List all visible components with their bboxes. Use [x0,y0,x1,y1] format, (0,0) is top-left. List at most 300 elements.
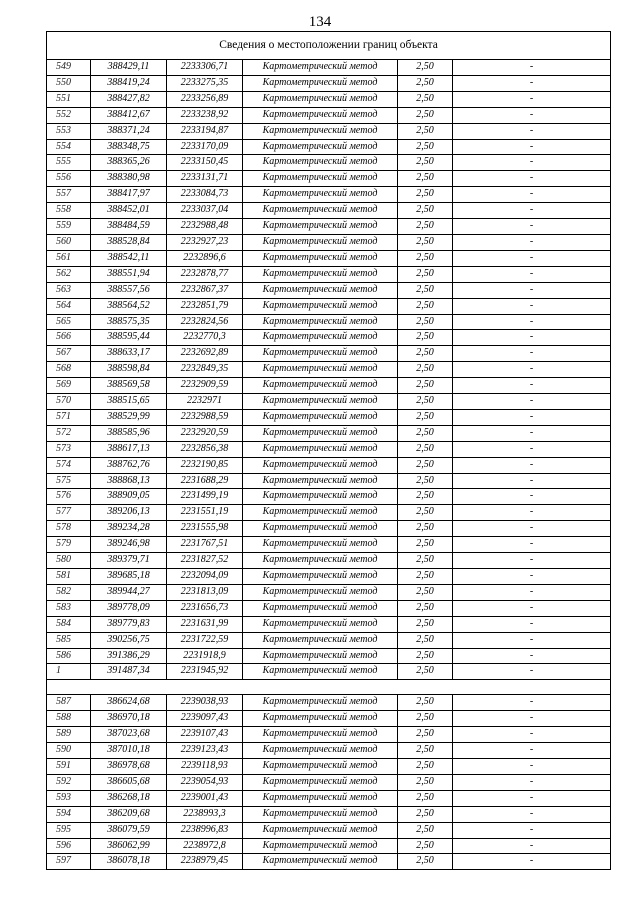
description-cell: - [453,505,611,521]
coord-x-cell: 386062,99 [91,838,167,854]
coord-x-cell: 386078,18 [91,854,167,870]
coord-x-cell: 388557,56 [91,282,167,298]
method-cell: Картометрический метод [243,854,398,870]
coord-x-cell: 388528,84 [91,234,167,250]
coord-x-cell: 388909,05 [91,489,167,505]
method-cell: Картометрический метод [243,457,398,473]
point-number-cell: 596 [47,838,91,854]
coord-y-cell: 2232692,89 [167,346,243,362]
method-cell: Картометрический метод [243,822,398,838]
table-row [47,854,611,870]
description-cell: - [453,711,611,727]
method-cell: Картометрический метод [243,409,398,425]
method-cell: Картометрический метод [243,616,398,632]
accuracy-cell: 2,50 [398,394,453,410]
coord-x-cell: 388564,52 [91,298,167,314]
point-number-cell: 583 [47,600,91,616]
point-number-cell: 586 [47,648,91,664]
table-title: Сведения о местоположении границ объекта [47,32,611,60]
coord-y-cell: 2233150,45 [167,155,243,171]
coord-y-cell: 2231688,29 [167,473,243,489]
accuracy-cell: 2,50 [398,489,453,505]
method-cell: Картометрический метод [243,553,398,569]
point-number-cell: 578 [47,521,91,537]
point-number-cell: 587 [47,695,91,711]
description-cell: - [453,457,611,473]
point-number-cell: 590 [47,743,91,759]
method-cell: Картометрический метод [243,569,398,585]
method-cell: Картометрический метод [243,664,398,680]
method-cell: Картометрический метод [243,362,398,378]
coord-y-cell: 2233238,92 [167,107,243,123]
accuracy-cell: 2,50 [398,806,453,822]
coord-y-cell: 2239054,93 [167,774,243,790]
method-cell: Картометрический метод [243,171,398,187]
coord-x-cell: 388365,26 [91,155,167,171]
description-cell: - [453,60,611,76]
coord-y-cell: 2233275,35 [167,75,243,91]
description-cell: - [453,648,611,664]
coord-x-cell: 386079,59 [91,822,167,838]
point-number-cell: 580 [47,553,91,569]
description-cell: - [453,743,611,759]
point-number-cell: 584 [47,616,91,632]
method-cell: Картометрический метод [243,298,398,314]
coord-x-cell: 388417,97 [91,187,167,203]
coord-y-cell: 2232988,59 [167,409,243,425]
method-cell: Картометрический метод [243,139,398,155]
point-number-cell: 589 [47,727,91,743]
coord-y-cell: 2233037,04 [167,203,243,219]
point-number-cell: 573 [47,441,91,457]
accuracy-cell: 2,50 [398,266,453,282]
method-cell: Картометрический метод [243,330,398,346]
point-number-cell: 564 [47,298,91,314]
table-row [47,203,611,219]
method-cell: Картометрический метод [243,250,398,266]
method-cell: Картометрический метод [243,60,398,76]
accuracy-cell: 2,50 [398,203,453,219]
description-cell: - [453,187,611,203]
description-cell: - [453,473,611,489]
table-row [47,155,611,171]
coord-y-cell: 2231555,98 [167,521,243,537]
coord-y-cell: 2239123,43 [167,743,243,759]
coord-y-cell: 2233306,71 [167,60,243,76]
table-row [47,616,611,632]
method-cell: Картометрический метод [243,584,398,600]
coord-y-cell: 2231656,73 [167,600,243,616]
accuracy-cell: 2,50 [398,91,453,107]
coord-x-cell: 386209,68 [91,806,167,822]
accuracy-cell: 2,50 [398,584,453,600]
point-number-cell: 575 [47,473,91,489]
table-row [47,441,611,457]
description-cell: - [453,171,611,187]
method-cell: Картометрический метод [243,441,398,457]
accuracy-cell: 2,50 [398,187,453,203]
point-number-cell: 571 [47,409,91,425]
table-row [47,600,611,616]
coord-y-cell: 2239001,43 [167,790,243,806]
point-number-cell: 568 [47,362,91,378]
coord-x-cell: 388484,59 [91,219,167,235]
method-cell: Картометрический метод [243,75,398,91]
coord-y-cell: 2232856,38 [167,441,243,457]
description-cell: - [453,569,611,585]
table-row [47,711,611,727]
coord-y-cell: 2231499,19 [167,489,243,505]
coord-y-cell: 2231767,51 [167,537,243,553]
coord-x-cell: 387023,68 [91,727,167,743]
accuracy-cell: 2,50 [398,711,453,727]
coord-y-cell: 2232849,35 [167,362,243,378]
coord-x-cell: 390256,75 [91,632,167,648]
boundary-coordinates-table [46,31,610,870]
coord-x-cell: 388575,35 [91,314,167,330]
accuracy-cell: 2,50 [398,346,453,362]
table-row [47,569,611,585]
description-cell: - [453,553,611,569]
description-cell: - [453,409,611,425]
description-cell: - [453,139,611,155]
description-cell: - [453,790,611,806]
point-number-cell: 597 [47,854,91,870]
description-cell: - [453,774,611,790]
accuracy-cell: 2,50 [398,822,453,838]
description-cell: - [453,330,611,346]
coord-y-cell: 2232896,6 [167,250,243,266]
accuracy-cell: 2,50 [398,234,453,250]
coord-x-cell: 388633,17 [91,346,167,362]
coord-x-cell: 388551,94 [91,266,167,282]
table-row [47,219,611,235]
accuracy-cell: 2,50 [398,425,453,441]
point-number-cell: 561 [47,250,91,266]
method-cell: Картометрический метод [243,695,398,711]
method-cell: Картометрический метод [243,473,398,489]
accuracy-cell: 2,50 [398,600,453,616]
method-cell: Картометрический метод [243,727,398,743]
description-cell: - [453,806,611,822]
method-cell: Картометрический метод [243,346,398,362]
coord-x-cell: 391386,29 [91,648,167,664]
description-cell: - [453,250,611,266]
coord-x-cell: 387010,18 [91,743,167,759]
table-row [47,473,611,489]
table-row [47,838,611,854]
point-number-cell: 552 [47,107,91,123]
method-cell: Картометрический метод [243,282,398,298]
method-cell: Картометрический метод [243,378,398,394]
accuracy-cell: 2,50 [398,107,453,123]
point-number-cell: 550 [47,75,91,91]
coord-y-cell: 2232878,77 [167,266,243,282]
coord-y-cell: 2231918,9 [167,648,243,664]
table-row [47,425,611,441]
accuracy-cell: 2,50 [398,123,453,139]
page-number: 134 [308,14,332,30]
table-row [47,346,611,362]
point-number-cell: 594 [47,806,91,822]
coord-y-cell: 2231631,99 [167,616,243,632]
table-row [47,378,611,394]
coord-y-cell: 2239118,93 [167,758,243,774]
point-number-cell: 577 [47,505,91,521]
description-cell: - [453,266,611,282]
accuracy-cell: 2,50 [398,362,453,378]
description-cell: - [453,727,611,743]
coord-y-cell: 2232909,59 [167,378,243,394]
table-row [47,75,611,91]
point-number-cell: 579 [47,537,91,553]
coord-x-cell: 386268,18 [91,790,167,806]
description-cell: - [453,91,611,107]
point-number-cell: 566 [47,330,91,346]
description-cell: - [453,758,611,774]
coord-y-cell: 2238979,45 [167,854,243,870]
coord-x-cell: 386624,68 [91,695,167,711]
coord-y-cell: 2238996,83 [167,822,243,838]
method-cell: Картометрический метод [243,107,398,123]
coord-x-cell: 389778,09 [91,600,167,616]
description-cell: - [453,234,611,250]
coord-x-cell: 388585,96 [91,425,167,441]
coord-x-cell: 388598,84 [91,362,167,378]
table-row [47,91,611,107]
method-cell: Картометрический метод [243,394,398,410]
table-row [47,457,611,473]
table-row [47,107,611,123]
coord-y-cell: 2231551,19 [167,505,243,521]
table-row [47,758,611,774]
table-row [47,537,611,553]
method-cell: Картометрический метод [243,632,398,648]
point-number-cell: 551 [47,91,91,107]
method-cell: Картометрический метод [243,203,398,219]
accuracy-cell: 2,50 [398,314,453,330]
accuracy-cell: 2,50 [398,521,453,537]
coord-y-cell: 2232927,23 [167,234,243,250]
coord-y-cell: 2232971 [167,394,243,410]
description-cell: - [453,75,611,91]
point-number-cell: 591 [47,758,91,774]
section-separator [47,680,611,695]
accuracy-cell: 2,50 [398,330,453,346]
method-cell: Картометрический метод [243,489,398,505]
coord-x-cell: 388371,24 [91,123,167,139]
description-cell: - [453,346,611,362]
description-cell: - [453,441,611,457]
method-cell: Картометрический метод [243,743,398,759]
method-cell: Картометрический метод [243,187,398,203]
accuracy-cell: 2,50 [398,155,453,171]
point-number-cell: 549 [47,60,91,76]
table-row [47,171,611,187]
table-row [47,409,611,425]
point-number-cell: 565 [47,314,91,330]
coord-y-cell: 2231827,52 [167,553,243,569]
coord-x-cell: 391487,34 [91,664,167,680]
method-cell: Картометрический метод [243,600,398,616]
coord-x-cell: 388595,44 [91,330,167,346]
accuracy-cell: 2,50 [398,250,453,266]
coord-x-cell: 389246,98 [91,537,167,553]
table-row [47,187,611,203]
description-cell: - [453,425,611,441]
coord-x-cell: 389685,18 [91,569,167,585]
point-number-cell: 570 [47,394,91,410]
coord-x-cell: 388569,58 [91,378,167,394]
coord-x-cell: 388429,11 [91,60,167,76]
method-cell: Картометрический метод [243,314,398,330]
coord-y-cell: 2239107,43 [167,727,243,743]
description-cell: - [453,155,611,171]
table-row [47,505,611,521]
method-cell: Картометрический метод [243,648,398,664]
method-cell: Картометрический метод [243,91,398,107]
method-cell: Картометрический метод [243,219,398,235]
point-number-cell: 559 [47,219,91,235]
accuracy-cell: 2,50 [398,758,453,774]
point-number-cell: 574 [47,457,91,473]
accuracy-cell: 2,50 [398,457,453,473]
table-row [47,298,611,314]
table-row [47,139,611,155]
accuracy-cell: 2,50 [398,854,453,870]
description-cell: - [453,123,611,139]
description-cell: - [453,219,611,235]
description-cell: - [453,600,611,616]
method-cell: Картометрический метод [243,123,398,139]
point-number-cell: 555 [47,155,91,171]
accuracy-cell: 2,50 [398,727,453,743]
coord-x-cell: 389206,13 [91,505,167,521]
coord-x-cell: 388452,01 [91,203,167,219]
table-row [47,695,611,711]
method-cell: Картометрический метод [243,711,398,727]
table-row [47,362,611,378]
coord-x-cell: 386605,68 [91,774,167,790]
coord-y-cell: 2239097,43 [167,711,243,727]
method-cell: Картометрический метод [243,790,398,806]
table-row [47,314,611,330]
point-number-cell: 554 [47,139,91,155]
table-row [47,553,611,569]
coord-x-cell: 388868,13 [91,473,167,489]
accuracy-cell: 2,50 [398,282,453,298]
description-cell: - [453,838,611,854]
accuracy-cell: 2,50 [398,473,453,489]
accuracy-cell: 2,50 [398,505,453,521]
point-number-cell: 553 [47,123,91,139]
accuracy-cell: 2,50 [398,219,453,235]
point-number-cell: 595 [47,822,91,838]
coord-x-cell: 388542,11 [91,250,167,266]
coord-y-cell: 2233084,73 [167,187,243,203]
method-cell: Картометрический метод [243,234,398,250]
description-cell: - [453,298,611,314]
coord-x-cell: 388762,76 [91,457,167,473]
table-row [47,664,611,680]
coord-y-cell: 2232094,09 [167,569,243,585]
coord-x-cell: 388380,98 [91,171,167,187]
description-cell: - [453,314,611,330]
point-number-cell: 582 [47,584,91,600]
table-row [47,489,611,505]
description-cell: - [453,521,611,537]
table-row [47,790,611,806]
method-cell: Картометрический метод [243,155,398,171]
point-number-cell: 567 [47,346,91,362]
description-cell: - [453,854,611,870]
accuracy-cell: 2,50 [398,632,453,648]
coord-x-cell: 388348,75 [91,139,167,155]
accuracy-cell: 2,50 [398,378,453,394]
table-row [47,743,611,759]
description-cell: - [453,282,611,298]
method-cell: Картометрический метод [243,505,398,521]
description-cell: - [453,394,611,410]
point-number-cell: 563 [47,282,91,298]
accuracy-cell: 2,50 [398,695,453,711]
coord-y-cell: 2232920,59 [167,425,243,441]
table-row [47,394,611,410]
coord-y-cell: 2232190,85 [167,457,243,473]
accuracy-cell: 2,50 [398,664,453,680]
description-cell: - [453,378,611,394]
accuracy-cell: 2,50 [398,75,453,91]
description-cell: - [453,584,611,600]
point-number-cell: 1 [47,664,91,680]
method-cell: Картометрический метод [243,806,398,822]
table-row [47,123,611,139]
accuracy-cell: 2,50 [398,409,453,425]
description-cell: - [453,537,611,553]
coord-y-cell: 2233170,09 [167,139,243,155]
coord-y-cell: 2238972,8 [167,838,243,854]
method-cell: Картометрический метод [243,521,398,537]
method-cell: Картометрический метод [243,838,398,854]
coord-x-cell: 386970,18 [91,711,167,727]
coord-x-cell: 388412,67 [91,107,167,123]
coord-y-cell: 2238993,3 [167,806,243,822]
table-row [47,727,611,743]
table-row [47,806,611,822]
coord-y-cell: 2232851,79 [167,298,243,314]
coord-x-cell: 388515,65 [91,394,167,410]
point-number-cell: 592 [47,774,91,790]
description-cell: - [453,822,611,838]
coord-x-cell: 388529,99 [91,409,167,425]
description-cell: - [453,489,611,505]
description-cell: - [453,616,611,632]
accuracy-cell: 2,50 [398,441,453,457]
accuracy-cell: 2,50 [398,139,453,155]
coord-x-cell: 388617,13 [91,441,167,457]
coord-y-cell: 2233256,89 [167,91,243,107]
point-number-cell: 558 [47,203,91,219]
coord-y-cell: 2233131,71 [167,171,243,187]
point-number-cell: 569 [47,378,91,394]
table-row [47,774,611,790]
coord-x-cell: 389234,28 [91,521,167,537]
accuracy-cell: 2,50 [398,298,453,314]
accuracy-cell: 2,50 [398,60,453,76]
description-cell: - [453,203,611,219]
point-number-cell: 588 [47,711,91,727]
coord-y-cell: 2232867,37 [167,282,243,298]
